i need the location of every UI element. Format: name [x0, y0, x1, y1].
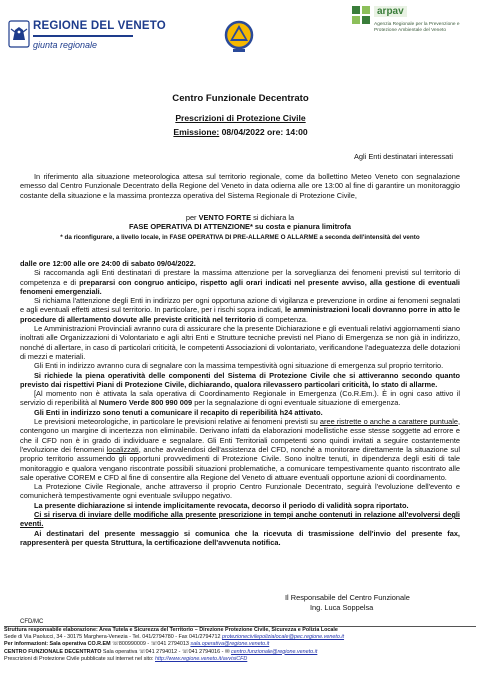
- p1-text: Si raccomanda agli Enti destinatari di prestare la massima attenzione per la sorveglianza dei fenomeni previsti sul territorio di competenza e di: [20, 268, 460, 287]
- p8-text: Le previsioni meteorologiche, in particolare le previsioni relative ai fenomeni previsti su: [34, 417, 320, 427]
- p2-text: Si richiama l'attenzione degli Enti in indirizzo per ogni opportuna azione di vigilanza e prevenzione in ordine ai fenomeni segnalati e agli eventuali effetti attesi sul territorio. In particolare, per i rischi sopra indicati,: [20, 296, 460, 315]
- footer-web: [4, 656, 476, 663]
- emission-line: [0, 127, 481, 137]
- paragraph-11: [20, 510, 460, 529]
- hazard-type: VENTO FORTE: [198, 213, 252, 222]
- regione-veneto-logo: [8, 18, 166, 62]
- paragraph-9: La Protezione Civile Regionale, anche attraverso il proprio Centro Funzionale Decentrato, seguirà l'evoluzione dell'evento e comunicherà tempestivamente ogni eventuale sviluppo negativo.: [20, 482, 460, 501]
- p11-underlined: presente prescrizione in tempi anche contenuti in relazione all'evolversi degli eventi.: [20, 510, 460, 529]
- paragraph-5: Si richiede la piena operatività delle componenti del Sistema di Protezione Civile che si attiveranno secondo quanto previsto dai rispettivi Piani di Protezione Civile, dichiarando, qualora rilevassero particolari criticità, lo stato di allarme.: [20, 370, 460, 389]
- paragraph-10: La presente dichiarazione si intende implicitamente revocata, decorso il periodo di validità sopra riportato.: [34, 500, 409, 510]
- signature-role: Il Responsabile del Centro Funzionale: [285, 593, 410, 602]
- p1-bold: prepararsi con congruo anticipo, rispetto agli orari indicati nel presente avviso, alla gestione di eventuali fenomeni emergenziali.: [20, 277, 460, 296]
- document-subtitle: Prescrizioni di Protezione Civile: [175, 113, 306, 123]
- emission-value: 08/04/2022 ore: 14:00: [219, 127, 308, 137]
- cfd-email-link[interactable]: centro.funzionale@regione.veneto.it: [230, 648, 318, 655]
- p11-text: Ci si riserva di inviare delle modifiche alla: [34, 510, 186, 520]
- paragraph-7: Gli Enti in indirizzo sono tenuti a comunicare il recapito di reperibilità h24 attivato.: [34, 407, 323, 417]
- phase-area: su costa e pianura limitrofa: [252, 222, 352, 231]
- p8-underlined-2: localizzati: [106, 444, 139, 454]
- arpav-name: arpav: [374, 6, 407, 17]
- phase-line: [20, 222, 460, 231]
- footer-web-text: Prescrizioni di Protezione Civile pubblicate sul internet nel sito:: [4, 655, 156, 662]
- main-text: [20, 259, 460, 547]
- per-suffix: si dichiara la: [251, 213, 295, 222]
- paragraph-1: [20, 268, 460, 296]
- corem-toll-free: ☏800990009 -: [112, 641, 151, 648]
- footer-cfd-label: CENTRO FUNZIONALE DECENTRATO: [4, 648, 102, 655]
- declaration-line: [20, 213, 460, 222]
- arpav-description: Agenzia Regionale per la Prevenzione e Protezione Ambientale del Veneto: [374, 22, 460, 33]
- document-title: Centro Funzionale Decentrato: [172, 93, 309, 104]
- lion-of-st-mark-icon: [8, 20, 30, 48]
- cfd-phone-2: ☏041 2794016 -: [181, 648, 225, 655]
- document-footer: [4, 626, 476, 663]
- p8-end: , anche avvalendosi dell'assistenza del CFD, nonché a monitorare direttamente la situazione sul proprio territorio assumendo gli opportuni provvedimenti di Protezione Civile. Sono inoltre tenuti, in dipendenza degli esiti di tale monitoraggio e qualora vengano riscontrate possibili situazioni problematiche, a comunicare tempestivamente quanto riscontrato alle sale operative COREM e CFD al fine di consentire alla Regione del Veneto di attuare eventuali opportune azioni di coordinamento.: [20, 444, 460, 482]
- footer-cfd: [4, 649, 476, 656]
- p2-end: di competenza.: [255, 314, 308, 324]
- website-link[interactable]: http://www.regione.veneto.it/avvisiCFD: [155, 655, 248, 662]
- p2-bold: le amministrazioni locali dovranno porre in atto le procedure di allertamento dovute alle previste criticità nel territorio: [20, 305, 460, 324]
- recipients-line: Agli Enti destinatari interessati: [353, 152, 453, 161]
- paragraph-3: Le Amministrazioni Provinciali avranno cura di assicurare che la presente Dichiarazione e gli eventuali relativi aggiornamenti siano inoltrati alle Organizzazioni di Volontariato e agli altri Enti e Strutture tecniche previsti nel Piano di Emergenza se non già in indirizzo, nonché di allertare, in caso di particolari criticità, le competenti Associazioni di volontariato, verificandone l'adeguatezza delle dotazioni di mezzi e materiali.: [20, 324, 460, 361]
- emission-label: Emissione:: [173, 127, 220, 137]
- footer-info: [4, 641, 476, 648]
- paragraph-2: [20, 296, 460, 324]
- p6-text: [Al momento non è attivata la sala operativa di Coordinamento Regionale in Emergenza (Co.R.Em.). È in ogni caso attivo il servizio di reperibilità al: [20, 389, 460, 408]
- p8-middle: , contengono un margine di incertezza non eliminabile. Derivano infatti da elaborazioni modellistiche esse stesse soggette ad errore e che il CFD non è in grado di individuare e segnalare. Gli Enti Territoriali competenti sono quindi invitati a seguire costantemente l'evoluzione dei fenomeni: [20, 417, 461, 454]
- p8-underlined-1: aree ristrette o anche a carattere puntuale: [319, 417, 458, 427]
- operational-phase: FASE OPERATIVA DI ATTENZIONE*: [128, 222, 253, 231]
- region-subtitle: giunta regionale: [33, 40, 98, 50]
- paragraph-4: Gli Enti in indirizzo avranno cura di segnalare con la massima tempestività ogni situazione di emergenza sul proprio territorio.: [34, 361, 444, 371]
- pec-email-link[interactable]: protezionecivilepolizialocale@pec.regione.veneto.it: [221, 634, 345, 641]
- region-title: REGIONE DEL VENETO: [33, 20, 166, 32]
- paragraph-6: [20, 389, 460, 408]
- mail-icon: ✉: [224, 648, 231, 655]
- paragraph-12: Ai destinatari del presente messaggio si comunica che la ricevuta di trasmissione dell'invio del presente fax, rappresenterà per questa Struttura, la certificazione dell'avvenuta notifica.: [20, 528, 460, 547]
- toll-free-number: Numero Verde 800 990 009: [98, 398, 193, 408]
- cfd-phone-1: ☏041 2794012 -: [138, 648, 182, 655]
- p6-end: per la segnalazione di ogni eventuale situazione di emergenza.: [192, 398, 401, 408]
- intro-block: [20, 172, 460, 200]
- intro-paragraph: In riferimento alla situazione meteorologica attesa sul territorio regionale, come da bollettino Meteo Veneto con segnalazione emesso dal Centro Funzionale Decentrato della Regione del Veneto in data odierna alle ore 13:00 al fine di garantire un monitoraggio costante della situazione e la massima prontezza operativa del Sistema Regionale di Protezione Civile,: [20, 172, 460, 200]
- footer-address: [4, 634, 476, 641]
- sala-operativa-email-link[interactable]: sala.operativa@regione.veneto.it: [190, 641, 270, 648]
- arpav-mark-icon: [352, 6, 370, 24]
- region-title-rule: [33, 35, 133, 37]
- per-prefix: per: [185, 213, 199, 222]
- arpav-logo: [352, 4, 476, 60]
- document-header: [0, 0, 481, 78]
- phase-note: * da riconfigurare, a livello locale, in FASE OPERATIVA DI PRE-ALLARME O ALLARME a seconda dell'intensità del vento: [60, 234, 420, 241]
- corem-phone: ☏041 2794013: [150, 641, 191, 648]
- footer-info-label: Per informazioni: Sala operativa CO.R.EM: [4, 641, 113, 648]
- signature-name: Ing. Luca Soppelsa: [310, 603, 374, 612]
- footer-structure: Struttura responsabile elaborazione: Area Tutela e Sicurezza del Territorio – Direzione Protezione Civile, Sicurezza e Polizia Locale: [4, 627, 338, 633]
- protezione-civile-icon: [224, 20, 254, 54]
- paragraph-8: [20, 417, 460, 482]
- note-block: [20, 233, 460, 242]
- validity-period: dalle ore 12:00 alle ore 24:00 di sabato 09/04/2022.: [20, 259, 196, 268]
- footer-address-text: Sede di Via Paolucci, 34 - 30175 Marghera-Venezia - Tel. 041/2794780 - Fax 041/2794712: [4, 634, 222, 641]
- cfd-code: CFD/MC: [20, 619, 44, 625]
- footer-cfd-text: Sala operativa: [101, 648, 139, 655]
